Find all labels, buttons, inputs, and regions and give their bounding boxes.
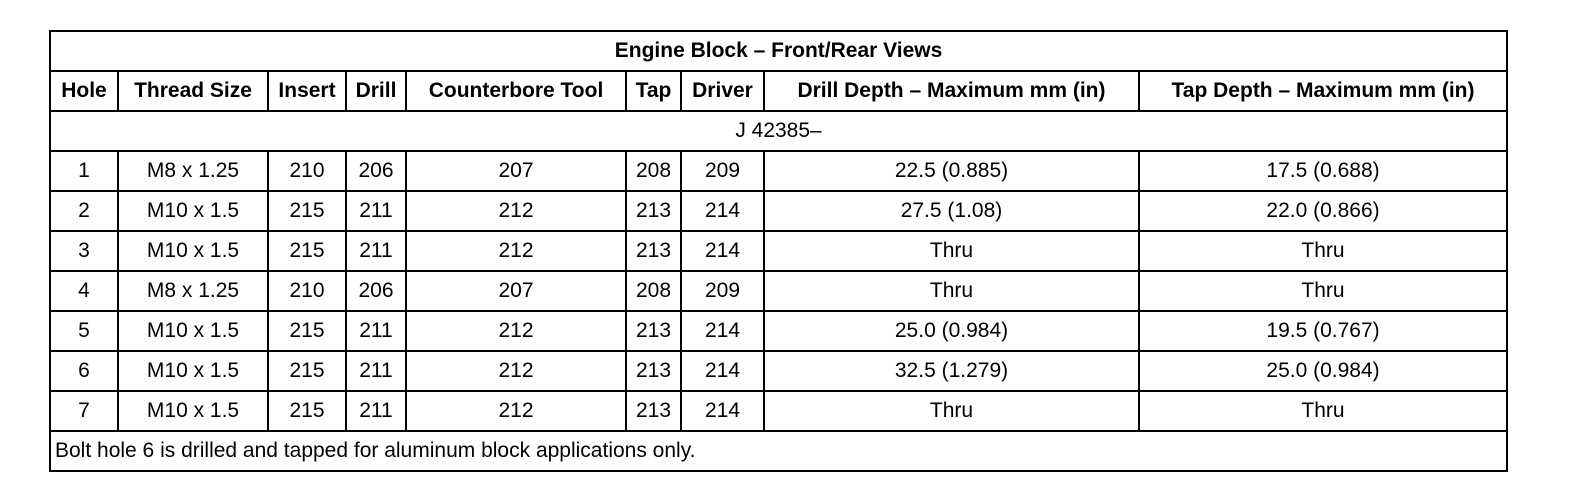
cell-tap-depth: Thru [1139, 231, 1507, 271]
cell-tap: 213 [626, 311, 681, 351]
cell-tap: 213 [626, 191, 681, 231]
cell-driver: 209 [681, 151, 764, 191]
cell-hole: 1 [50, 151, 118, 191]
cell-drill: 211 [346, 351, 406, 391]
cell-insert: 210 [268, 151, 346, 191]
cell-driver: 214 [681, 391, 764, 431]
header-tap: Tap [626, 71, 681, 111]
header-driver: Driver [681, 71, 764, 111]
kit-row [50, 111, 1507, 151]
table-title: Engine Block – Front/Rear Views [50, 31, 1507, 71]
engine-block-thread-repair-table [49, 30, 1508, 472]
cell-insert: 215 [268, 191, 346, 231]
cell-drill: 206 [346, 151, 406, 191]
cell-drill-depth: Thru [764, 391, 1139, 431]
cell-counterbore-tool: 212 [406, 351, 626, 391]
cell-thread-size: M10 x 1.5 [118, 351, 268, 391]
cell-tap-depth: 25.0 (0.984) [1139, 351, 1507, 391]
header-hole: Hole [50, 71, 118, 111]
cell-drill-depth: 25.0 (0.984) [764, 311, 1139, 351]
footnote: Bolt hole 6 is drilled and tapped for aluminum block applications only. [50, 431, 1507, 471]
cell-driver: 214 [681, 351, 764, 391]
cell-hole: 4 [50, 271, 118, 311]
kit-label: J 42385– [50, 111, 1507, 151]
header-row [50, 71, 1507, 111]
header-tap-depth: Tap Depth – Maximum mm (in) [1139, 71, 1507, 111]
table-row [50, 311, 1507, 351]
cell-drill-depth: 27.5 (1.08) [764, 191, 1139, 231]
table-row [50, 351, 1507, 391]
cell-driver: 214 [681, 231, 764, 271]
cell-hole: 7 [50, 391, 118, 431]
cell-counterbore-tool: 212 [406, 311, 626, 351]
cell-tap: 213 [626, 231, 681, 271]
cell-counterbore-tool: 212 [406, 231, 626, 271]
table-row [50, 391, 1507, 431]
cell-tap: 213 [626, 351, 681, 391]
cell-hole: 3 [50, 231, 118, 271]
cell-tap: 208 [626, 151, 681, 191]
cell-hole: 2 [50, 191, 118, 231]
cell-driver: 214 [681, 311, 764, 351]
cell-drill: 206 [346, 271, 406, 311]
cell-thread-size: M8 x 1.25 [118, 271, 268, 311]
cell-drill: 211 [346, 191, 406, 231]
cell-drill: 211 [346, 391, 406, 431]
cell-counterbore-tool: 207 [406, 271, 626, 311]
cell-drill-depth: Thru [764, 271, 1139, 311]
cell-tap-depth: Thru [1139, 271, 1507, 311]
cell-thread-size: M10 x 1.5 [118, 231, 268, 271]
cell-driver: 214 [681, 191, 764, 231]
cell-tap-depth: 22.0 (0.866) [1139, 191, 1507, 231]
cell-thread-size: M8 x 1.25 [118, 151, 268, 191]
cell-counterbore-tool: 207 [406, 151, 626, 191]
cell-tap-depth: 19.5 (0.767) [1139, 311, 1507, 351]
cell-drill: 211 [346, 231, 406, 271]
table-row [50, 271, 1507, 311]
cell-thread-size: M10 x 1.5 [118, 191, 268, 231]
cell-tap: 213 [626, 391, 681, 431]
cell-counterbore-tool: 212 [406, 391, 626, 431]
cell-hole: 5 [50, 311, 118, 351]
cell-hole: 6 [50, 351, 118, 391]
header-insert: Insert [268, 71, 346, 111]
cell-tap-depth: 17.5 (0.688) [1139, 151, 1507, 191]
title-row [50, 31, 1507, 71]
cell-drill-depth: 22.5 (0.885) [764, 151, 1139, 191]
header-drill: Drill [346, 71, 406, 111]
cell-drill-depth: Thru [764, 231, 1139, 271]
cell-insert: 215 [268, 231, 346, 271]
cell-insert: 215 [268, 311, 346, 351]
table-row [50, 151, 1507, 191]
table-body [50, 111, 1507, 431]
footnote-row [50, 431, 1507, 471]
header-thread-size: Thread Size [118, 71, 268, 111]
cell-drill: 211 [346, 311, 406, 351]
cell-drill-depth: 32.5 (1.279) [764, 351, 1139, 391]
cell-tap-depth: Thru [1139, 391, 1507, 431]
header-counterbore-tool: Counterbore Tool [406, 71, 626, 111]
table-row [50, 231, 1507, 271]
cell-counterbore-tool: 212 [406, 191, 626, 231]
cell-insert: 215 [268, 391, 346, 431]
header-drill-depth: Drill Depth – Maximum mm (in) [764, 71, 1139, 111]
cell-tap: 208 [626, 271, 681, 311]
cell-thread-size: M10 x 1.5 [118, 391, 268, 431]
table-row [50, 191, 1507, 231]
cell-thread-size: M10 x 1.5 [118, 311, 268, 351]
cell-insert: 215 [268, 351, 346, 391]
cell-insert: 210 [268, 271, 346, 311]
cell-driver: 209 [681, 271, 764, 311]
